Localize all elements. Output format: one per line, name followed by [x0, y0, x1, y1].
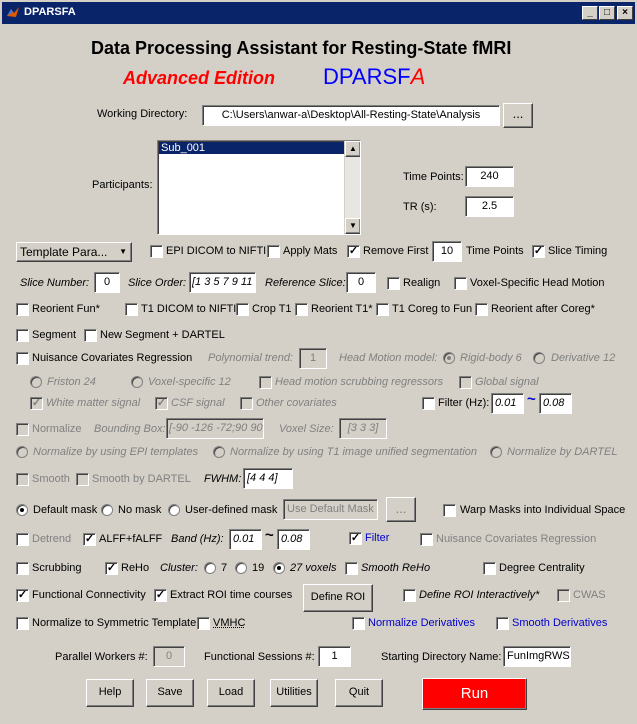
no-mask-radio[interactable] [101, 504, 113, 516]
logo-a: A [410, 64, 426, 89]
smooth-dartel-checkbox[interactable] [76, 473, 89, 486]
define-roi-interactively-checkbox[interactable] [403, 589, 416, 602]
rigid-body-radio[interactable] [443, 352, 455, 364]
fwhm-input[interactable]: [4 4 4] [243, 468, 293, 489]
starting-dir-input[interactable]: FunImgRWS [503, 646, 571, 667]
csf-label: CSF signal [171, 397, 225, 409]
reorient-fun-checkbox[interactable] [16, 303, 29, 316]
starting-dir-label: Starting Directory Name: [381, 651, 502, 663]
maximize-button[interactable]: □ [599, 6, 615, 20]
normalize-symmetric-checkbox[interactable] [16, 617, 29, 630]
voxel-specific-label: Voxel-specific 12 [148, 376, 231, 388]
filter-tilde: ~ [527, 391, 536, 408]
slice-order-input[interactable]: [1 3 5 7 9 11 [189, 272, 256, 293]
define-roi-button[interactable]: Define ROI [303, 584, 373, 612]
global-signal-checkbox[interactable] [459, 376, 472, 389]
apply-mats-label: Apply Mats [283, 245, 338, 257]
normalize-label: Normalize [32, 423, 82, 435]
extract-roi-checkbox[interactable]: ✓ [155, 589, 166, 601]
reorient-after-coreg-checkbox[interactable] [475, 303, 488, 316]
functional-sessions-input[interactable]: 1 [318, 646, 351, 667]
working-dir-input[interactable]: C:\Users\anwar-a\Desktop\All-Resting-State\Analysis [202, 105, 500, 126]
voxel-head-motion-label: Voxel-Specific Head Motion [470, 277, 605, 289]
cluster-7-label: 7 [221, 562, 228, 574]
chevron-down-icon: ▼ [119, 247, 127, 256]
normalize-symmetric-label: Normalize to Symmetric Template [32, 617, 197, 629]
scrubbing-label: Scrubbing [32, 562, 82, 574]
working-dir-browse-button[interactable]: ... [503, 103, 533, 128]
apply-mats-checkbox[interactable] [267, 245, 280, 258]
logo [323, 64, 425, 90]
alff-nuisance-label: Nuisance Covariates Regression [436, 533, 597, 545]
vmhc-checkbox[interactable] [197, 617, 210, 630]
voxel-size-label: Voxel Size: [279, 423, 334, 435]
reho-checkbox[interactable]: ✓ [106, 562, 117, 574]
mask-browse-button[interactable]: ... [386, 497, 416, 522]
detrend-checkbox[interactable] [16, 533, 29, 546]
bounding-box-input[interactable]: [-90 -126 -72;90 90 [166, 418, 264, 439]
t1-coreg-checkbox[interactable] [376, 303, 389, 316]
template-dropdown-value: Template Para... [20, 245, 108, 259]
participants-list[interactable] [157, 140, 361, 235]
filter-hz-label: Filter (Hz): [438, 397, 490, 409]
detrend-label: Detrend [32, 533, 72, 545]
time-points-unit-label: Time Points [466, 245, 524, 257]
default-mask-radio[interactable] [16, 504, 28, 516]
warp-masks-checkbox[interactable] [443, 504, 456, 517]
reference-slice-label: Reference Slice: [265, 277, 346, 289]
reorient-fun-label: Reorient Fun* [32, 303, 100, 315]
smooth-derivatives-label: Smooth Derivatives [512, 617, 608, 629]
smooth-reho-checkbox[interactable] [345, 562, 358, 575]
alff-filter-label: Filter [365, 532, 390, 544]
reho-label: ReHo [121, 562, 150, 574]
edition-label: Advanced Edition [123, 68, 276, 88]
smooth-reho-label: Smooth ReHo [361, 562, 431, 574]
voxel-head-motion-checkbox[interactable] [454, 277, 467, 290]
matlab-app-icon [6, 5, 20, 19]
slice-number-label: Slice Number: [20, 277, 90, 289]
fc-label: Functional Connectivity [32, 589, 146, 601]
t1-dicom-checkbox[interactable] [125, 303, 138, 316]
smooth-checkbox[interactable] [16, 473, 29, 486]
rigid-body-label: Rigid-body 6 [460, 352, 522, 364]
band-label: Band (Hz): [171, 533, 224, 545]
filter-checkbox[interactable] [422, 397, 435, 410]
participants-scrollbar[interactable] [344, 141, 360, 234]
voxel-size-input[interactable]: [3 3 3] [339, 418, 387, 439]
cwas-checkbox[interactable] [557, 589, 570, 602]
remove-first-label: Remove First [363, 245, 429, 257]
other-covariates-label: Other covariates [256, 397, 337, 409]
global-signal-label: Global signal [475, 376, 539, 388]
crop-t1-checkbox[interactable] [236, 303, 249, 316]
normalize-epi-radio[interactable] [16, 446, 28, 458]
reference-slice-input[interactable]: 0 [346, 272, 376, 293]
other-covariates-checkbox[interactable] [240, 397, 253, 410]
realign-label: Realign [403, 277, 441, 289]
default-mask-label: Default mask [33, 504, 98, 516]
title-bar[interactable] [0, 0, 637, 24]
crop-t1-label: Crop T1 [252, 303, 292, 315]
alff-filter-checkbox[interactable]: ✓ [350, 532, 361, 544]
warp-masks-label: Warp Masks into Individual Space [460, 504, 626, 516]
scrubbing-regressors-label: Head motion scrubbing regressors [275, 376, 444, 388]
user-mask-input[interactable]: Use Default Mask [283, 499, 378, 520]
time-points-input[interactable]: 240 [465, 166, 514, 187]
degree-centrality-checkbox[interactable] [483, 562, 496, 575]
fwhm-label: FWHM: [204, 473, 242, 485]
participants-label: Participants: [92, 179, 153, 191]
segment-label: Segment [32, 329, 77, 341]
main-title: Data Processing Assistant for Resting-State fMRI [91, 38, 512, 58]
t1-dicom-label: T1 DICOM to NIFTI [141, 303, 237, 315]
working-dir-label: Working Directory: [97, 108, 188, 120]
degree-centrality-label: Degree Centrality [499, 562, 585, 574]
smooth-derivatives-checkbox[interactable] [496, 617, 509, 630]
normalize-t1-label: Normalize by using T1 image unified segmentation [230, 446, 478, 458]
window-title: DPARSFA [24, 6, 76, 18]
define-roi-interactively-label: Define ROI Interactively* [419, 589, 540, 601]
slice-timing-checkbox[interactable]: ✓ [533, 245, 544, 257]
band-tilde: ~ [265, 527, 274, 544]
functional-sessions-label: Functional Sessions #: [204, 651, 315, 663]
parallel-workers-label: Parallel Workers #: [55, 651, 148, 663]
load-button[interactable]: Load [207, 679, 255, 707]
nuisance-checkbox[interactable] [16, 352, 29, 365]
template-parameters-dropdown[interactable] [16, 242, 132, 262]
cluster-19-radio[interactable] [235, 562, 247, 574]
cluster-27-radio[interactable] [273, 562, 285, 574]
scroll-up-icon[interactable]: ▲ [345, 141, 361, 157]
parallel-workers-input[interactable]: 0 [153, 646, 185, 667]
smooth-dartel-label: Smooth by DARTEL [92, 473, 191, 485]
slice-timing-label: Slice Timing [548, 245, 608, 257]
polynomial-trend-label: Polynomial trend: [208, 352, 293, 364]
bounding-box-label: Bounding Box: [94, 423, 166, 435]
extract-roi-label: Extract ROI time courses [170, 589, 293, 601]
normalize-t1-radio[interactable] [213, 446, 225, 458]
participant-item[interactable]: Sub_001 [159, 142, 345, 154]
cluster-27-label: 27 voxels [290, 562, 337, 574]
derivative-label: Derivative 12 [551, 352, 616, 364]
nuisance-label: Nuisance Covariates Regression [32, 352, 193, 364]
alff-label: ALFF+fALFF [99, 533, 163, 545]
tr-label: TR (s): [403, 201, 437, 213]
slice-number-input[interactable]: 0 [94, 272, 120, 293]
cluster-7-radio[interactable] [204, 562, 216, 574]
utilities-button[interactable]: Utilities [270, 679, 318, 707]
fc-checkbox[interactable]: ✓ [17, 589, 28, 601]
tr-input[interactable]: 2.5 [465, 196, 514, 217]
normalize-derivatives-label: Normalize Derivatives [368, 617, 475, 629]
band-low-input[interactable]: 0.01 [229, 529, 262, 550]
scrubbing-regressors-checkbox[interactable] [259, 376, 272, 389]
no-mask-label: No mask [118, 504, 162, 516]
normalize-dartel-label: Normalize by DARTEL [507, 446, 618, 458]
new-segment-label: New Segment + DARTEL [100, 329, 225, 341]
minimize-button[interactable]: _ [582, 6, 598, 20]
user-mask-radio[interactable] [168, 504, 180, 516]
polynomial-trend-input[interactable]: 1 [299, 348, 327, 369]
normalize-epi-label: Normalize by using EPI templates [33, 446, 199, 458]
cwas-label: CWAS [573, 589, 606, 601]
quit-button[interactable]: Quit [335, 679, 383, 707]
remove-first-checkbox[interactable]: ✓ [348, 245, 359, 257]
help-button[interactable]: Help [86, 679, 134, 707]
normalize-dartel-radio[interactable] [490, 446, 502, 458]
scroll-down-icon[interactable]: ▼ [345, 218, 361, 234]
user-mask-label: User-defined mask [185, 504, 278, 516]
t1-coreg-label: T1 Coreg to Fun [392, 303, 473, 315]
filter-high-input[interactable]: 0.08 [539, 393, 572, 414]
realign-checkbox[interactable] [387, 277, 400, 290]
cluster-label: Cluster: [160, 562, 198, 574]
alff-nuisance-checkbox[interactable] [420, 533, 433, 546]
close-button[interactable]: × [617, 6, 633, 20]
segment-checkbox[interactable] [16, 329, 29, 342]
reorient-t1-checkbox[interactable] [295, 303, 308, 316]
friston-label: Friston 24 [47, 376, 96, 388]
csf-checkbox[interactable]: ✓ [156, 397, 167, 409]
vmhc-label: VMHC [213, 617, 246, 629]
friston-radio[interactable] [30, 376, 42, 388]
voxel-specific-radio[interactable] [131, 376, 143, 388]
save-button[interactable]: Save [146, 679, 194, 707]
new-segment-checkbox[interactable] [84, 329, 97, 342]
cluster-19-label: 19 [252, 562, 265, 574]
epi-dicom-checkbox[interactable] [150, 245, 163, 258]
reorient-after-coreg-label: Reorient after Coreg* [491, 303, 595, 315]
filter-low-input[interactable]: 0.01 [491, 393, 524, 414]
logo-main: DPARSF [323, 64, 411, 89]
normalize-checkbox[interactable] [16, 423, 29, 436]
band-high-input[interactable]: 0.08 [277, 529, 310, 550]
white-matter-checkbox[interactable]: ✓ [31, 397, 42, 409]
reorient-t1-label: Reorient T1* [311, 303, 373, 315]
time-points-label: Time Points: [403, 171, 464, 183]
derivative-radio[interactable] [533, 352, 545, 364]
slice-order-label: Slice Order: [128, 277, 187, 289]
alff-checkbox[interactable]: ✓ [84, 533, 95, 545]
white-matter-label: White matter signal [46, 397, 141, 409]
normalize-derivatives-checkbox[interactable] [352, 617, 365, 630]
scrubbing-checkbox[interactable] [16, 562, 29, 575]
epi-dicom-label: EPI DICOM to NIFTI [166, 245, 267, 257]
head-motion-model-label: Head Motion model: [339, 352, 438, 364]
run-button[interactable]: Run [422, 678, 527, 710]
remove-first-input[interactable]: 10 [432, 241, 462, 262]
smooth-label: Smooth [32, 473, 70, 485]
